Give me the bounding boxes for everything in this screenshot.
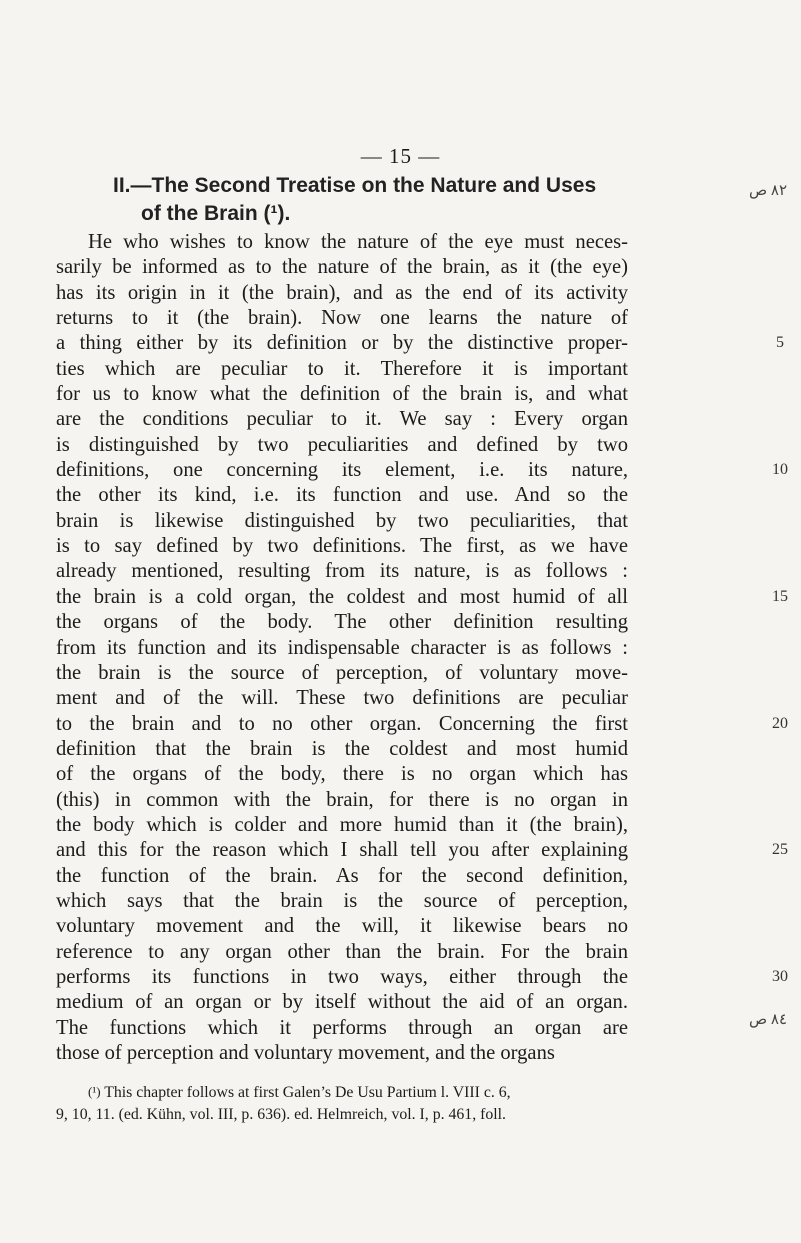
body-line: voluntary movement and the will, it likewise bears no xyxy=(56,915,628,938)
body-line: is distinguished by two peculiarities and defined by two xyxy=(56,433,628,456)
body-line: The functions which it performs through an organ are xyxy=(56,1016,628,1039)
margin-folio-mark: ٨٤ ص xyxy=(749,1012,788,1028)
body-text xyxy=(56,230,628,1066)
page-number: — 15 — xyxy=(360,144,441,168)
body-line: ties which are peculiar to it. Therefore it is important xyxy=(56,357,628,380)
body-line: the brain is the source of perception, of voluntary move- xyxy=(56,661,628,684)
body-line: has its origin in it (the brain), and as the end of its activity xyxy=(56,281,628,304)
body-line: the brain is a cold organ, the coldest and most humid of all xyxy=(56,585,628,608)
footnote-line-2: 9, 10, 11. (ed. Kühn, vol. III, p. 636). ed. Helmreich, vol. I, p. 461, foll. xyxy=(56,1106,506,1123)
line-number: 5 xyxy=(776,334,784,352)
body-line: are the conditions peculiar to it. We say : Every organ xyxy=(56,408,628,431)
body-line: sarily be informed as to the nature of the brain, as it (the eye) xyxy=(56,256,628,279)
body-line: already mentioned, resulting from its nature, is as follows : xyxy=(56,560,628,583)
line-number: 15 xyxy=(772,587,788,605)
chapter-heading-line-1: II.—The Second Treatise on the Nature and Uses xyxy=(113,174,597,197)
body-line: ment and of the will. These two definitions are peculiar xyxy=(56,687,628,710)
body-line: the organs of the body. The other definition resulting xyxy=(56,611,628,634)
line-number: 25 xyxy=(772,841,788,859)
body-line: the other its kind, i.e. its function and use. And so the xyxy=(56,484,628,507)
footnote-line-1: This chapter follows at first Galen’s De Usu Partium l. VIII c. 6, xyxy=(104,1084,511,1101)
body-line: and this for the reason which I shall tell you after explaining xyxy=(56,839,628,862)
body-line: performs its functions in two ways, either through the xyxy=(56,965,628,988)
body-line: is to say defined by two definitions. The first, as we have xyxy=(56,535,628,558)
line-number: 20 xyxy=(772,714,788,732)
body-line: those of perception and voluntary movement, and the organs xyxy=(56,1042,555,1064)
body-line: returns to it (the brain). Now one learns the nature of xyxy=(56,307,628,330)
body-line: a thing either by its definition or by the distinctive proper- xyxy=(56,332,628,355)
body-line: of the organs of the body, there is no organ which has xyxy=(56,763,628,786)
body-line: brain is likewise distinguished by two peculiarities, that xyxy=(56,509,628,532)
body-line: (this) in common with the brain, for there is no organ in xyxy=(56,788,628,811)
body-line: to the brain and to no other organ. Concerning the first xyxy=(56,712,628,735)
body-line: the function of the brain. As for the second definition, xyxy=(56,864,628,887)
footnote-marker: (¹) xyxy=(88,1084,101,1099)
body-line: the body which is colder and more humid than it (the brain), xyxy=(56,813,628,836)
body-line: medium of an organ or by itself without the aid of an organ. xyxy=(56,991,628,1014)
margin-folio-mark: ٨٢ ص xyxy=(749,183,788,199)
line-number: 10 xyxy=(772,461,788,479)
body-line: which says that the brain is the source of perception, xyxy=(56,889,628,912)
chapter-heading xyxy=(113,172,613,228)
body-line: definition that the brain is the coldest and most humid xyxy=(56,737,628,760)
body-line: definitions, one concerning its element, i.e. its nature, xyxy=(56,459,628,482)
body-line: for us to know what the definition of the brain is, and what xyxy=(56,383,628,406)
body-line: reference to any organ other than the brain. For the brain xyxy=(56,940,628,963)
body-line: He who wishes to know the nature of the eye must neces- xyxy=(88,231,628,253)
body-line: from its function and its indispensable character is as follows : xyxy=(56,636,628,659)
line-number: 30 xyxy=(772,968,788,986)
footnote xyxy=(56,1081,656,1126)
chapter-heading-line-2: of the Brain (¹). xyxy=(141,202,291,225)
